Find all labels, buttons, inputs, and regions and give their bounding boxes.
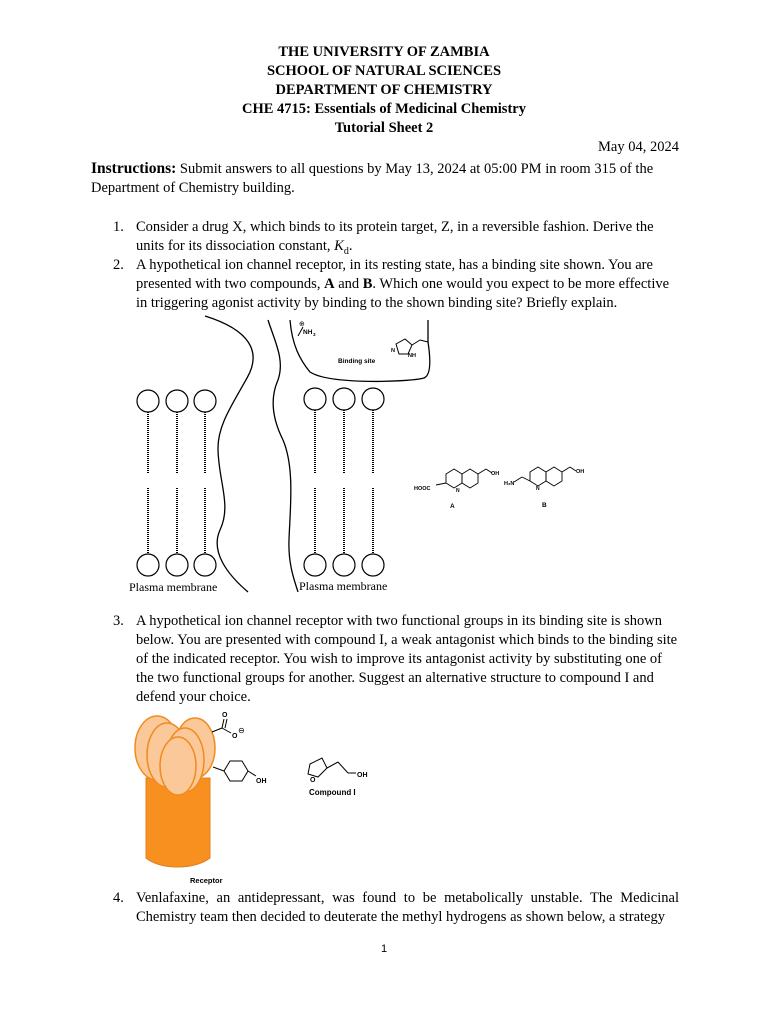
furan-o-label: O (310, 777, 316, 784)
carboxylate-o-minus-label: O (232, 733, 238, 740)
question-text: A hypothetical ion channel receptor, in its resting state, has a binding site shown. You are presented with two compounds, A and B. Which one would you expect to be more effective in triggering agonist activity by binding to the shown binding site? Briefly explain. (136, 257, 670, 311)
kd-symbol: K (334, 238, 344, 254)
page-number: 1 (380, 943, 388, 955)
carboxylate-o-label: O (222, 712, 228, 719)
ammonium-label: NH (303, 329, 313, 336)
compound-b-n-label: N (536, 486, 540, 492)
department-name: DEPARTMENT OF CHEMISTRY (275, 82, 493, 98)
imidazole-nh-label: NH (408, 353, 416, 359)
binding-site-label: Binding site (338, 358, 376, 365)
plasma-membrane-label-right: Plasma membrane (299, 579, 388, 593)
question-number: 1. (113, 219, 124, 235)
ammonium-subscript: 3 (313, 332, 316, 337)
compound-b-label: B (542, 502, 547, 509)
imidazole-n-label: N (391, 348, 395, 354)
question-number: 3. (113, 613, 124, 629)
university-name: THE UNIVERSITY OF ZAMBIA (278, 44, 490, 60)
question-number: 4. (113, 890, 124, 906)
compound-i-structure (308, 758, 356, 777)
carboxylate-group (212, 719, 231, 733)
question-text: Venlafaxine, an antidepressant, was found to be metabolically unstable. The Medicinal Chemistry team then decided to deuterate the methyl hydrogens as shown below, a strategy (136, 890, 679, 925)
compound-a-label: A (450, 503, 455, 510)
carboxylate-charge: ⊖ (238, 726, 245, 735)
document-date: May 04, 2024 (598, 139, 679, 155)
compound-b-oh-label: OH (576, 469, 585, 475)
compound-a-n-label: N (456, 488, 460, 494)
receptor-label: Receptor (190, 876, 223, 885)
ammonium-charge: ⊕ (299, 321, 305, 328)
phenol-group (213, 761, 256, 781)
question-text: A hypothetical ion channel receptor with two functional groups in its binding site is shown below. You are presented with compound I, a weak antagonist which binds to the binding site of the indicated receptor. You wish to improve its antagonist activity by substituting one of the two functional groups for another. Suggest an alternative structure to compound I and defend your choice. (136, 613, 678, 705)
sheet-title: Tutorial Sheet 2 (334, 120, 434, 136)
compound-b-h2n-label: H₂N (504, 481, 515, 487)
phenol-oh-label: OH (256, 778, 267, 785)
instructions-label: Instructions: (91, 160, 177, 177)
compound-a-oh-label: OH (491, 471, 500, 477)
question-text: Consider a drug X, which binds to its protein target, Z, in a reversible fashion. Derive the units for its dissociation constant, $K_d$. (136, 219, 654, 257)
school-name: SCHOOL OF NATURAL SCIENCES (266, 63, 502, 79)
compound-a-cooh-label: HOOC (414, 486, 431, 492)
compound-i-label: Compound I (309, 788, 356, 797)
compound-i-oh-label: OH (357, 772, 368, 779)
plasma-membrane-label-left: Plasma membrane (129, 580, 218, 594)
question-number: 2. (113, 257, 124, 273)
instructions-text: Submit answers to all questions by May 13, 2024 at 05:00 PM in room 315 of the Department of Chemistry building. (91, 161, 654, 196)
course-title: CHE 4715: Essentials of Medicinal Chemistry (242, 101, 526, 117)
